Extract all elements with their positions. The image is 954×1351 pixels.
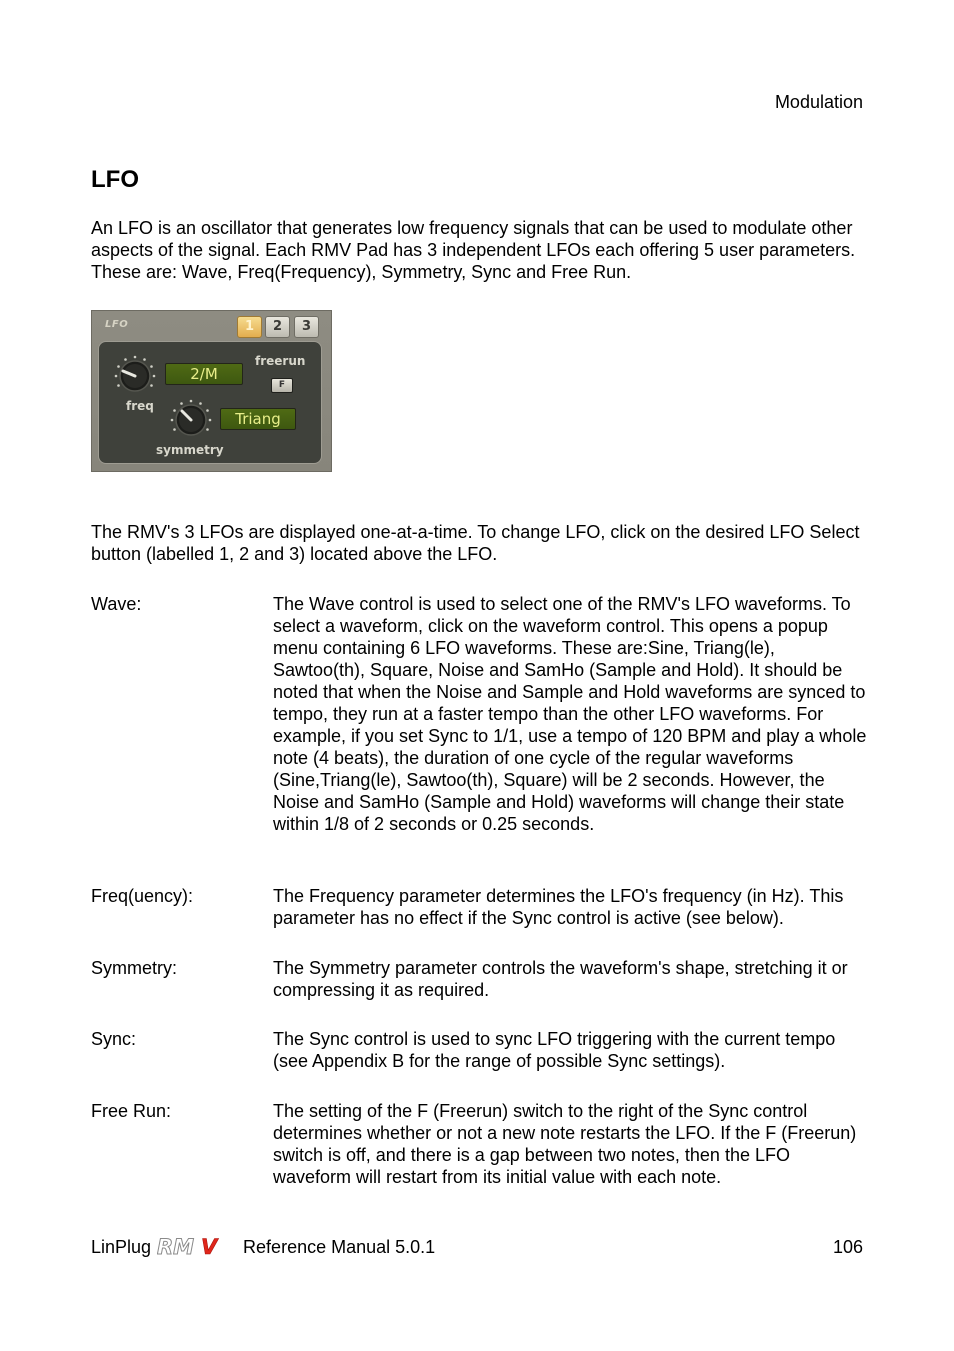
symmetry-label: symmetry — [156, 443, 224, 457]
lfo-panel — [91, 310, 332, 472]
definition-description: The Sync control is used to sync LFO triggering with the current tempo (see Appendix B for the range of possible Sync settings). — [273, 1029, 836, 1071]
knob-icon — [113, 354, 157, 398]
definition-term: Sync: — [91, 1029, 137, 1049]
svg-text:RM: RM — [157, 1236, 195, 1258]
symmetry-knob[interactable] — [169, 398, 213, 442]
definition-term: Free Run: — [91, 1101, 172, 1121]
running-header: Modulation — [774, 92, 863, 112]
definition-description: The Frequency parameter determines the LFO's frequency (in Hz). This parameter has no effect if the Sync control is active (see below). — [273, 886, 844, 928]
definition-term: Wave: — [91, 594, 142, 614]
wave-display[interactable]: Triang — [220, 408, 296, 430]
definition-symmetry — [91, 957, 881, 1001]
sync-display[interactable]: 2/M — [165, 363, 243, 385]
intro-paragraph: An LFO is an oscillator that generates low frequency signals that can be used to modulate other aspects of the signal. Each RMV Pad has 3 independent LFOs each offering 5 user parameters. These are: Wave, Freq(Frequency), Symmetry, Sync and Free Run. — [91, 218, 856, 282]
knob-icon — [169, 398, 213, 442]
footer-left — [91, 1236, 435, 1258]
lfo-select-paragraph: The RMV's 3 LFOs are displayed one-at-a-time. To change LFO, click on the desired LFO Select button (labelled 1, 2 and 3) located above the LFO. — [91, 522, 860, 564]
definition-free-run — [91, 1100, 881, 1188]
footer-manual-title: Reference Manual 5.0.1 — [243, 1237, 436, 1257]
definition-term: Freq(uency): — [91, 886, 194, 906]
footer-brand: LinPlug — [91, 1237, 152, 1257]
freq-knob[interactable] — [113, 354, 157, 398]
definition-description: The Symmetry parameter controls the waveform's shape, stretching it or compressing it as required. — [273, 958, 848, 1000]
lfo-select-1-button[interactable]: 1 — [237, 316, 262, 338]
lfo-controls-area — [98, 341, 322, 464]
definition-sync — [91, 1028, 881, 1072]
definition-description: The Wave control is used to select one of the RMV's LFO waveforms. To select a waveform, click on the waveform control. This opens a popup menu containing 6 LFO waveforms. These are:Sine, Triang(le), Sawtoo(th), Square, Noise and SamHo (Sample and Hold). It should be noted that when the Noise and Sample and Hold waveforms are synced to tempo, they run at a faster tempo than the other LFO waveforms. For example, if you set Sync to 1/1, use a tempo of 120 BPM and play a whole note (4 beats), the duration of one cycle of the regular waveforms (Sine,Triang(le), Sawtoo(th), Square) will be 2 seconds. However, the Noise and SamHo (Sample and Hold) waveforms will change their state within 1/8 of 2 seconds or 0.25 seconds. — [273, 594, 867, 834]
freq-label: freq — [126, 399, 154, 413]
page-number: 106 — [832, 1237, 863, 1257]
definition-description: The setting of the F (Freerun) switch to the right of the Sync control determines whether or not a new note restarts the LFO. If the F (Freerun) switch is off, and there is a gap between two notes, then the LFO waveform will restart from its initial value with each note. — [273, 1101, 857, 1187]
section-heading: LFO — [91, 166, 139, 193]
lfo-select-2-button[interactable]: 2 — [265, 316, 290, 338]
freerun-button[interactable]: F — [271, 378, 293, 393]
rmv-logo-icon — [157, 1236, 237, 1258]
lfo-select-3-button[interactable]: 3 — [294, 316, 319, 338]
definition-term: Symmetry: — [91, 958, 178, 978]
definition-wave — [91, 593, 881, 859]
freerun-label: freerun — [255, 354, 306, 368]
svg-text:V: V — [201, 1236, 218, 1258]
definition-frequency — [91, 885, 881, 929]
lfo-panel-title: LFO — [105, 319, 129, 330]
